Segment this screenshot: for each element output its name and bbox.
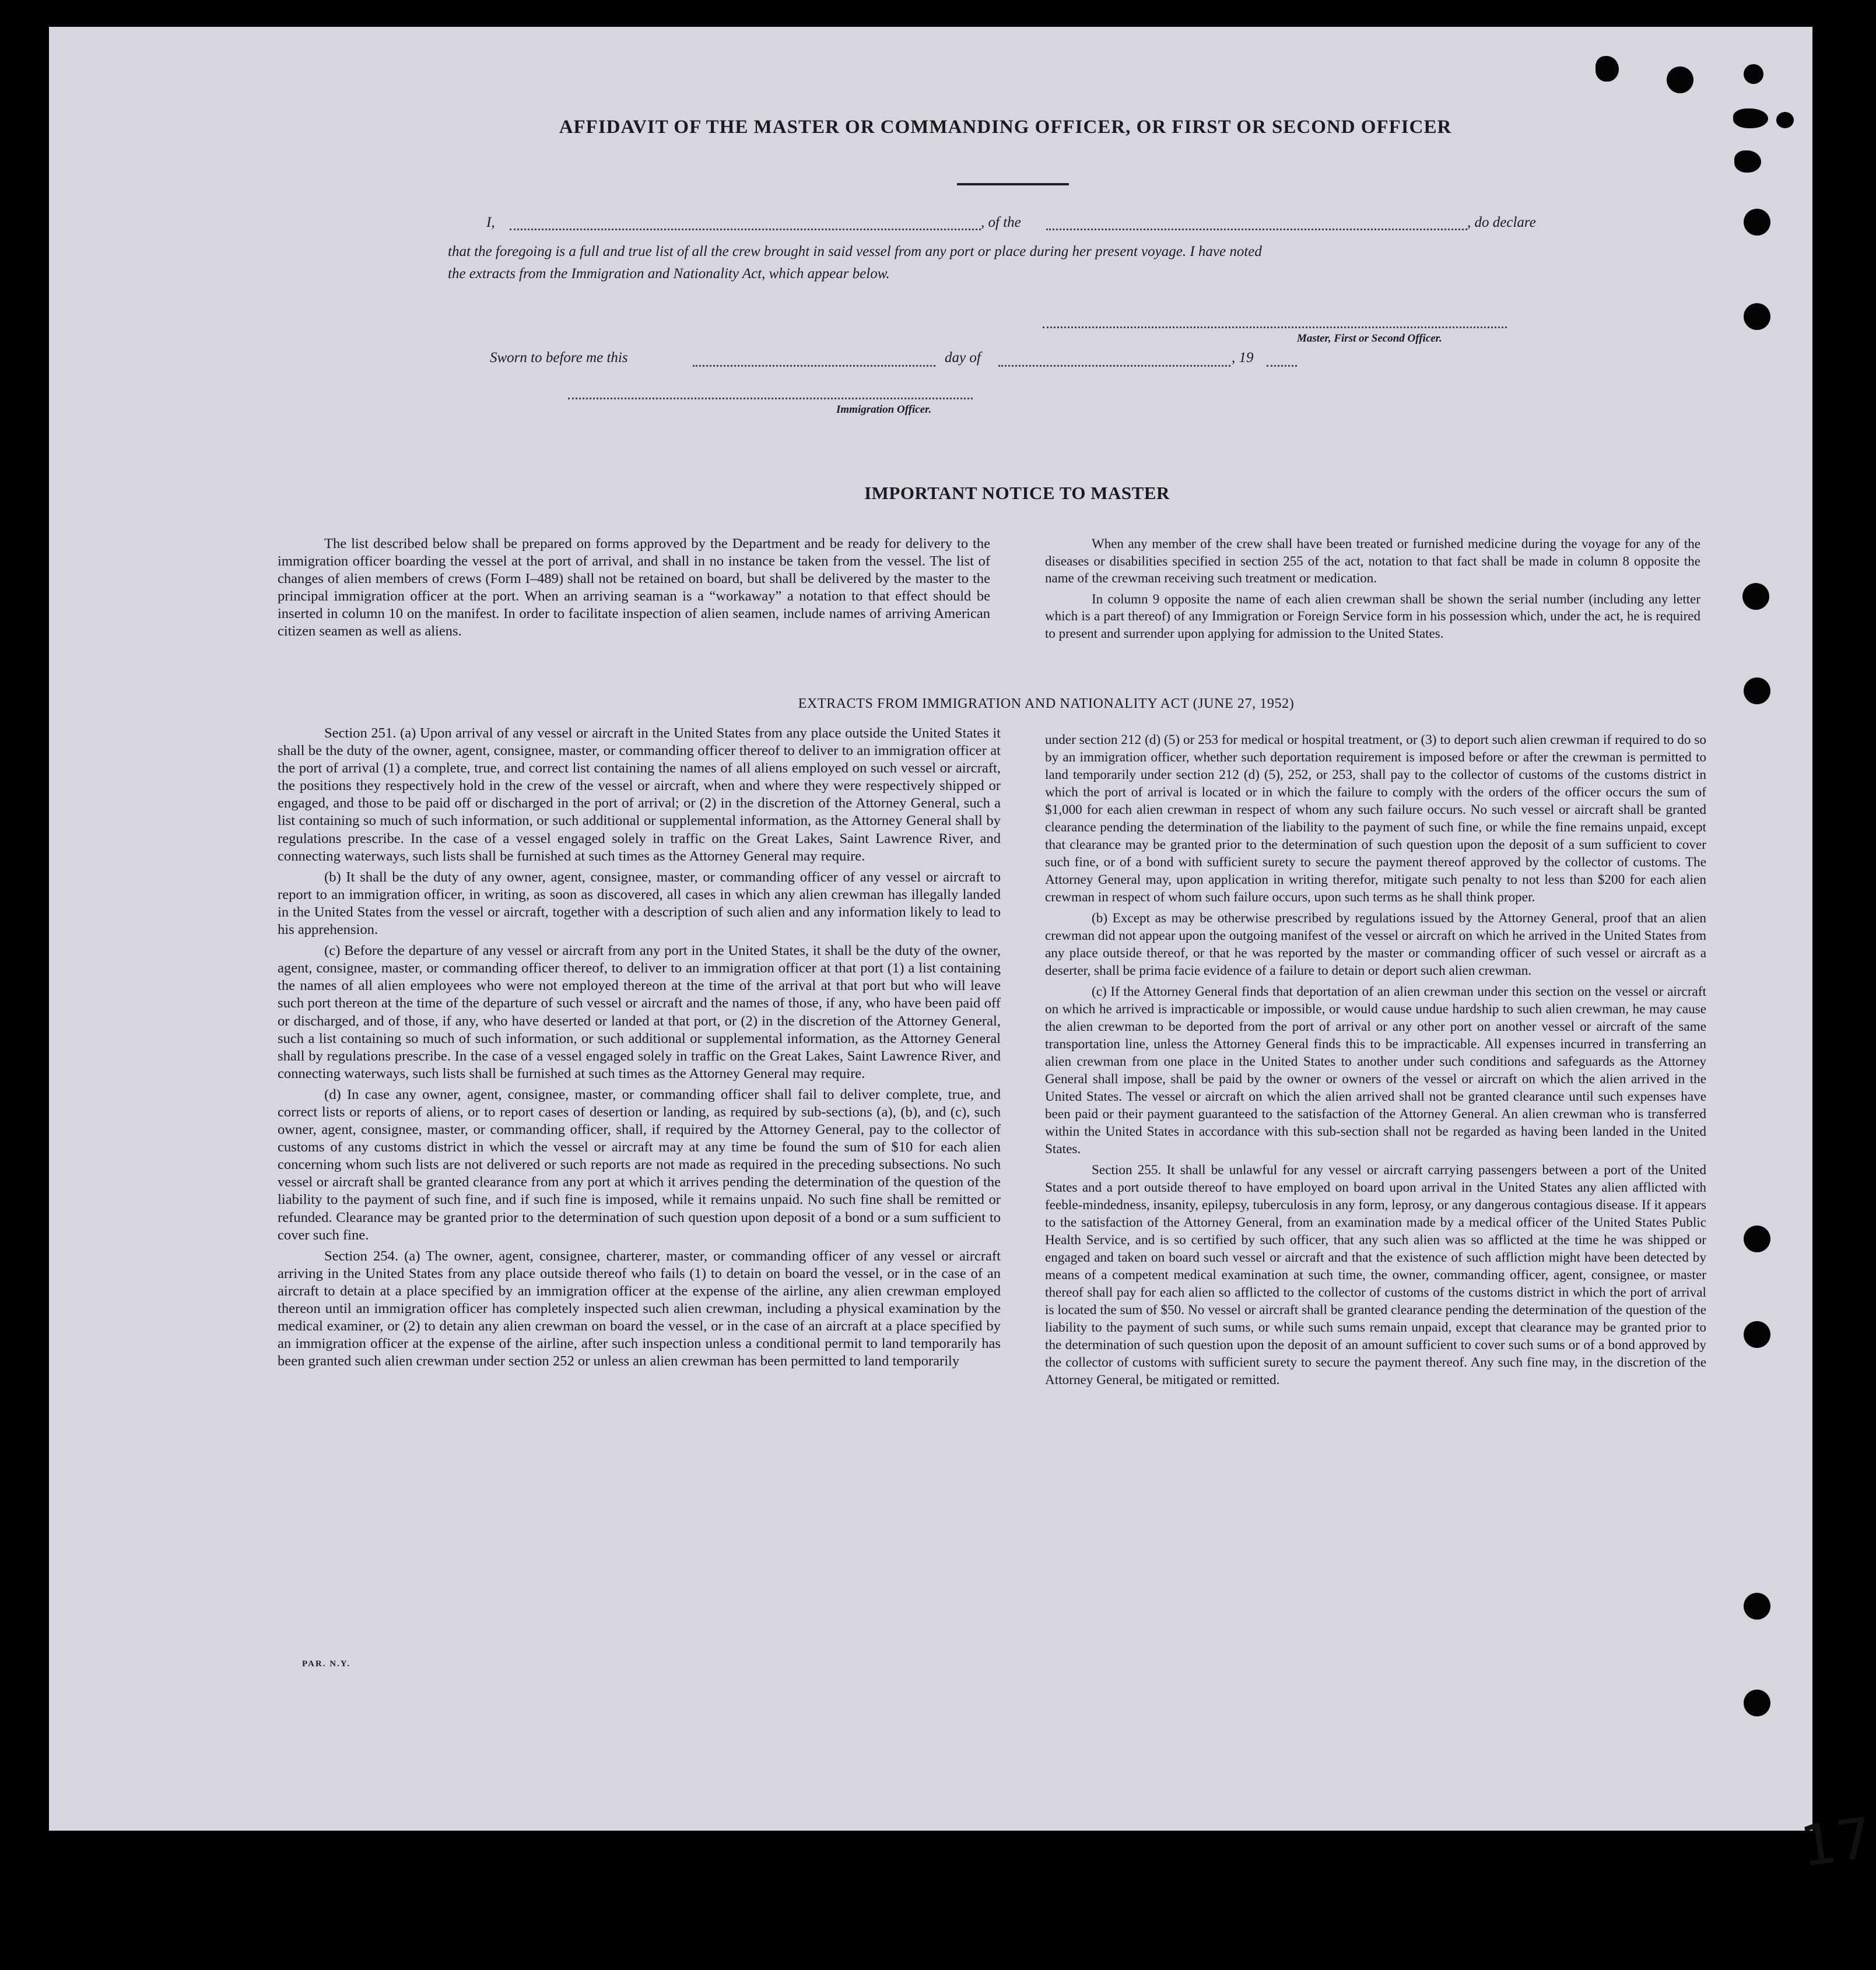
master-signature-label: Master, First or Second Officer. — [1297, 332, 1442, 345]
handwritten-page-number: 17 — [1796, 1805, 1876, 1880]
of-the-label: , of the — [981, 215, 1021, 230]
punch-hole — [1744, 1321, 1770, 1348]
section-251c: (c) Before the departure of any vessel or aircraft from any port in the United States, it shall be the duty of the owner, agent, consignee, master, or commanding officer thereof, to deliver to an immigration officer at that port (1) a list containing the names of all alien employees who were not employed thereon at the time of the arrival at that port but who will leave such port thereon at the time of the departure of such vessel or aircraft and the names of those, if any, who have been paid off or discharged, and of those, if any, who have deserted or landed at that port, or (2) in the discretion of the Attorney General, such a list containing so much of such information, or such additional or supplemental information, as the Attorney General shall by regulations prescribe. In the case of a vessel engaged solely in traffic on the Great Lakes, Saint Lawrence River, and connecting waterways, such lists shall be furnished at such times as the Attorney General may require. — [278, 943, 1001, 1081]
do-declare-label: , do declare — [1467, 215, 1536, 230]
year-label: , 19 — [1232, 350, 1254, 366]
printer-mark: PAR. N.Y. — [302, 1659, 351, 1669]
punch-hole — [1734, 150, 1761, 173]
punch-hole — [1744, 209, 1770, 236]
sworn-year-field[interactable] — [1267, 365, 1297, 367]
punch-hole — [1744, 1690, 1770, 1716]
title-divider — [957, 183, 1069, 185]
notice-serial-paragraph: In column 9 opposite the name of each alien crewman shall be shown the serial number (including any letter which is a part thereof) of any Immigration or Foreign Service form in his possession which, under the act, he is required to present and surrender upon applying for admission to the United States. — [1045, 591, 1700, 641]
punch-hole — [1596, 56, 1619, 82]
extracts-left-column — [278, 725, 1001, 1374]
punch-hole — [1744, 1225, 1770, 1252]
section-254c: (c) If the Attorney General finds that deportation of an alien crewman under this section on the vessel or aircraft on which he arrived is impracticable or impossible, or would cause undue hardship to such alien crewman, he may cause the alien crewman to be deported from the port of arrival or any other port on another vessel or aircraft of the same transportation line, unless the Attorney General finds this to be impracticable. All expenses incurred in transferring an alien crewman from one place in the United States to another under such conditions and safeguards as the Attorney General shall impose, shall be paid by the owner or owners of the vessel or aircraft on which the alien arrived in the United States. The vessel or aircraft on which the alien arrived shall not be granted clearance until such expenses have been paid or their payment guaranteed to the satisfaction of the Attorney General. An alien crewman who is transferred within the United States in accordance with this sub-section shall not be regarded as having been landed in the United States. — [1045, 984, 1706, 1157]
section-251b: (b) It shall be the duty of any owner, agent, consignee, master, or commanding officer of any vessel or aircraft to report to an immigration officer, in writing, as soon as discovered, all cases in which any alien crewman has illegally landed in the United States from the vessel or aircraft, together with a description of such alien and any information likely to lead to his apprehension. — [278, 869, 1001, 938]
declaration-text-line2: the extracts from the Immigration and Nationality Act, which appear below. — [448, 266, 890, 282]
sworn-day-field[interactable] — [693, 365, 935, 367]
punch-hole — [1744, 64, 1763, 84]
section-255: Section 255. It shall be unlawful for any vessel or aircraft carrying passengers between a port of the United States and a port outside thereof to have employed on board upon arrival in the United States any alien afflicted with feeble-mindedness, insanity, epilepsy, tuberculosis in any form, leprosy, or any dangerous contagious disease. If it appears to the satisfaction of the Attorney General, from an examination made by a medical officer of the United States Public Health Service, and is so certified by such officer, that any such alien was so afflicted at the time he was shipped or engaged and taken on board such vessel or aircraft and that the existence of such affliction might have been detected by means of a competent medical examination at such time, the owner, commanding officer, agent, consignee, or master thereof shall pay for each alien so afflicted to the collector of customs of the customs district in which the port of arrival is located the sum of $50. No vessel or aircraft shall be granted clearance pending the determination of the question of the liability to the payment of such sums, or while such sums remain unpaid, except that clearance may be granted prior to the determination of such question upon the deposit of an amount sufficient to cover such sums or of a bond approved by the collector of customs with sufficient surety to secure the payment thereof. Any such fine may, in the discretion of the Attorney General, be mitigated or remitted. — [1045, 1163, 1706, 1388]
section-251a: Section 251. (a) Upon arrival of any vessel or aircraft in the United States from any place outside the United States it shall be the duty of the owner, agent, consignee, master, or commanding officer thereof to deliver to an immigration officer at the port of arrival (1) a complete, true, and correct list containing the names of all aliens employed on such vessel or aircraft, the positions they respectively hold in the crew of the vessel or aircraft, when and where they were respectively shipped or engaged, and those to be paid off or discharged in the port of arrival; or (2) in the discretion of the Attorney General, such a list containing so much of such information, or such additional or supplemental information, as the Attorney General shall by regulations prescribe. In the case of a vessel engaged solely in traffic on the Great Lakes, Saint Lawrence River, and connecting waterways, such lists shall be furnished at such times as the Attorney General may require. — [278, 725, 1001, 864]
sworn-month-field[interactable] — [998, 365, 1230, 367]
punch-hole — [1776, 112, 1794, 128]
form-page — [49, 27, 1876, 1880]
section-254a: Section 254. (a) The owner, agent, consignee, charterer, master, or commanding officer of any vessel or aircraft arriving in the United States from any place outside thereof who fails (1) to detain on board the vessel, or in the case of an aircraft to detain at a place specified by an immigration officer at the expense of the airline, any alien crewman employed thereon until an immigration officer has completely inspected such alien crewman, including a physical examination by the medical examiner, or (2) to detain any alien crewman on board the vessel, or in the case of an aircraft at a place specified by an immigration officer at the expense of the airline, after such inspection unless a conditional permit to land temporarily has been granted such alien crewman under section 252 or unless an alien crewman has been permitted to land temporarily — [278, 1248, 1001, 1369]
sworn-label: Sworn to before me this — [490, 350, 628, 366]
section-254b: (b) Except as may be otherwise prescribed by regulations issued by the Attorney General, proof that an alien crewman did not appear upon the outgoing manifest of the vessel or aircraft on which he arrived in the United States from any place outside thereof, or that he was reported by the master or commanding officer of such vessel or aircraft as a deserter, shall be prima facie evidence of a failure to detain or deport such alien crewman. — [1045, 911, 1706, 978]
notice-left-column — [278, 535, 990, 644]
declaration-text-line1: that the foregoing is a full and true list of all the crew brought in said vessel from any port or place during her present voyage. I have noted — [448, 244, 1262, 259]
notice-right-column — [1045, 535, 1700, 646]
day-of-label: day of — [945, 350, 981, 366]
punch-hole — [1744, 677, 1770, 704]
affidavit-title: AFFIDAVIT OF THE MASTER OR COMMANDING OFFICER, OR FIRST OR SECOND OFFICER — [559, 117, 1452, 138]
section-254a-continued: under section 212 (d) (5) or 253 for medical or hospital treatment, or (3) to deport such alien crewman if required to do so by an immigration officer, whether such deportation requirement is imposed before or after the crewman is permitted to land temporarily under section 212 (d) (5), 252, or 253, shall pay to the collector of customs of the customs district in which the port of arrival is located or in which the failure to comply with the orders of the officer occurs the sum of $1,000 for each alien crewman in respect of whom any such failure occurs. No such vessel or aircraft shall be granted clearance pending the determination of the liability to the payment of such fine, or while the fine remains unpaid, except that clearance may be granted prior to the determination of such question upon the deposit of a sum sufficient to cover such fine, or of a bond with sufficient surety to secure the payment thereof approved by the collector of customs. The Attorney General may, upon application in writing therefor, mitigate such penalty to not less than $200 for each alien crewman in respect of whom such failure occurs, upon such terms as he shall think proper. — [1045, 732, 1706, 905]
punch-hole — [1744, 1593, 1770, 1620]
notice-list-paragraph: The list described below shall be prepared on forms approved by the Department and be ready for delivery to the immigration officer boarding the vessel at the port of arrival, and shall in no instance be taken from the vessel. The list of changes of alien members of crews (Form I–489) shall not be retained on board, but shall be delivered by the master to the principal immigration officer at the port. When an arriving seaman is a “workaway” a notation to that effect should be inserted in column 10 on the manifest. In order to facilitate inspection of alien seamen, include names of arriving American citizen seamen as well as aliens. — [278, 536, 990, 639]
notice-heading: IMPORTANT NOTICE TO MASTER — [864, 483, 1170, 503]
declarant-name-field[interactable] — [510, 229, 981, 230]
punch-hole — [1733, 108, 1768, 128]
extracts-heading: EXTRACTS FROM IMMIGRATION AND NATIONALITY ACT (JUNE 27, 1952) — [798, 696, 1295, 711]
punch-hole — [1744, 303, 1770, 330]
master-signature-line[interactable] — [1043, 326, 1507, 328]
declarant-label: I, — [486, 215, 495, 230]
punch-hole — [1742, 583, 1769, 610]
extracts-right-column — [1045, 731, 1706, 1392]
immigration-officer-label: Immigration Officer. — [836, 403, 932, 416]
punch-hole — [1667, 66, 1693, 93]
vessel-name-field[interactable] — [1046, 229, 1467, 230]
immigration-officer-signature-line[interactable] — [568, 398, 973, 399]
notice-medical-paragraph: When any member of the crew shall have been treated or furnished medicine during the voyage for any of the diseases or disabilities specified in section 255 of the act, notation to that fact shall be made in column 8 opposite the name of the crewman receiving such treatment or medication. — [1045, 536, 1700, 586]
section-251d: (d) In case any owner, agent, consignee, master, or commanding officer shall fail to deliver complete, true, and correct lists or reports of aliens, or to report cases of desertion or landing, as required by sub-sections (a), (b), and (c), such owner, agent, consignee, master, or commanding officer, shall, if required by the Attorney General, pay to the collector of customs of any customs district in which the vessel or aircraft may at any time be found the sum of $10 for each alien concerning whom such lists are not delivered or such reports are not made as required in the preceding subsections. No such vessel or aircraft shall be granted clearance from any port at which it arrives pending the determination of the question of the liability to the payment of such fine, and if such fine is imposed, while it remains unpaid. No such fine shall be remitted or refunded. Clearance may be granted prior to the determination of such question upon deposit of a bond or a sum sufficient to cover such fine. — [278, 1086, 1001, 1243]
